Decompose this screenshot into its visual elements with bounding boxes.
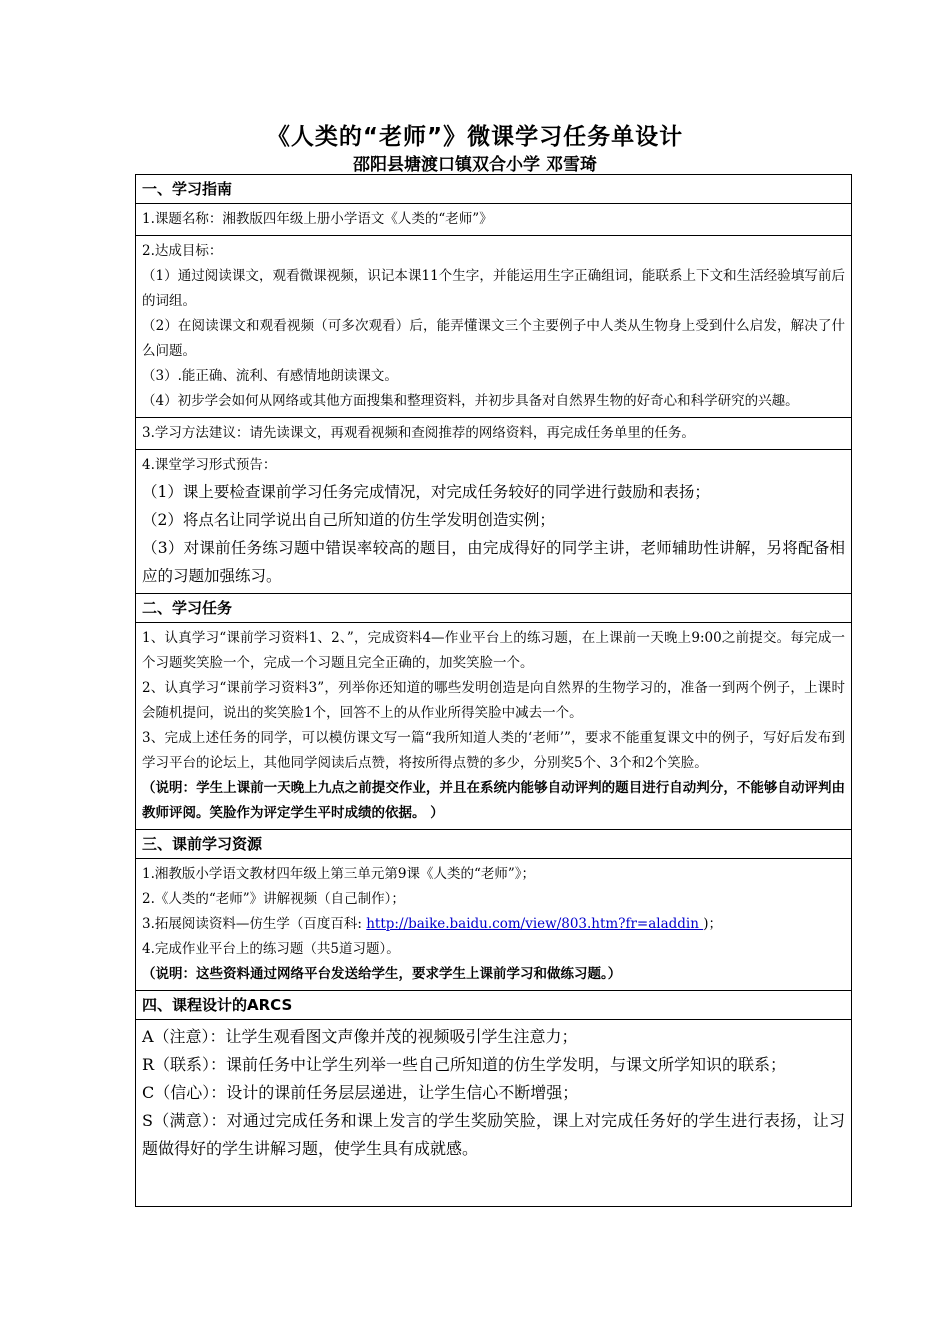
resource-item — [142, 912, 845, 937]
arcs-cell — [136, 1020, 852, 1207]
form-item: （1）课上要检查课前学习任务完成情况，对完成任务较好的同学进行鼓励和表扬； — [142, 483, 710, 501]
resources-note: （说明：这些资料通过网络平台发送给学生，要求学生上课前学习和做练习题。） — [142, 966, 622, 982]
arcs-item: A（注意）：让学生观看图文声像并茂的视频吸引学生注意力； — [142, 1027, 578, 1046]
task-item: 3、完成上述任务的同学，可以模仿课文写一篇“我所知道人类的‘老师’”，要求不能重复课文中的例子，写好后发布到学习平台的论坛上，其他同学阅读后点赞，将按所得点赞的多少，分别奖5个、3个和2个笑脸。 — [142, 730, 845, 771]
resource-item: 1.湘教版小学语文教材四年级上第三单元第9课《人类的“老师”》； — [142, 866, 536, 882]
goals-label: 2.达成目标： — [142, 243, 223, 259]
goal-item: （3）.能正确、流利、有感情地朗读课文。 — [142, 368, 398, 384]
resource-prefix: 3.拓展阅读资料—仿生学（百度百科: — [142, 916, 367, 932]
task-item: 1、认真学习“课前学习资料1、2、”，完成资料4—作业平台上的练习题，在上课前一天晚上9:00之前提交。每完成一个习题奖笑脸一个，完成一个习题且完全正确的，加奖笑脸一个。 — [142, 630, 845, 671]
arcs-item: S（满意）：对通过完成任务和课上发言的学生奖励笑脸，课上对完成任务好的学生进行表扬，让习题做得好的学生讲解习题，使学生具有成就感。 — [142, 1111, 845, 1158]
resource-suffix: )； — [703, 916, 723, 932]
task-sheet-table — [135, 174, 852, 1207]
section4-heading: 四、课程设计的ARCS — [136, 991, 852, 1020]
form-item: （2）将点名让同学说出自己所知道的仿生学发明创造实例； — [142, 511, 555, 529]
form-item: （3）对课前任务练习题中错误率较高的题目，由完成得好的同学主讲，老师辅助性讲解，另将配备相应的习题加强练习。 — [142, 539, 845, 585]
forms-cell — [136, 450, 852, 594]
section2-heading: 二、学习任务 — [136, 594, 852, 623]
resource-item: 2.《人类的“老师”》讲解视频（自己制作）； — [142, 891, 405, 907]
tasks-note: （说明：学生上课前一天晚上九点之前提交作业，并且在系统内能够自动评判的题目进行自动判分，不能够自动评判由教师评阅。笑脸作为评定学生平时成绩的依据。 ） — [142, 780, 845, 821]
arcs-item: C（信心）：设计的课前任务层层递进，让学生信心不断增强； — [142, 1083, 579, 1102]
section3-heading: 三、课前学习资源 — [136, 830, 852, 859]
goal-item: （4）初步学会如何从网络或其他方面搜集和整理资料，并初步具备对自然界生物的好奇心和科学研究的兴趣。 — [142, 393, 799, 409]
goal-item: （2）在阅读课文和观看视频（可多次观看）后，能弄懂课文三个主要例子中人类从生物身上受到什么启发，解决了什么问题。 — [142, 318, 845, 359]
method-row: 3.学习方法建议：请先读课文，再观看视频和查阅推荐的网络资料，再完成任务单里的任务。 — [136, 418, 852, 450]
topic-row: 1.课题名称：湘教版四年级上册小学语文《人类的“老师”》 — [136, 204, 852, 236]
task-item: 2、认真学习“课前学习资料3”，列举你还知道的哪些发明创造是向自然界的生物学习的，准备一到两个例子，上课时会随机提问，说出的奖笑脸1个，回答不上的从作业所得笑脸中减去一个。 — [142, 680, 845, 721]
section1-heading: 一、学习指南 — [136, 175, 852, 204]
forms-label: 4.课堂学习形式预告： — [142, 457, 277, 473]
goals-cell — [136, 236, 852, 418]
document-title: 《人类的“老师”》微课学习任务单设计 — [266, 124, 684, 150]
baike-link[interactable]: http://baike.baidu.com/view/803.htm?fr=aladdin — [366, 916, 704, 932]
arcs-item: R（联系）：课前任务中让学生列举一些自己所知道的仿生学发明，与课文所学知识的联系； — [142, 1055, 787, 1074]
document-subtitle: 邵阳县塘渡口镇双合小学 邓雪琦 — [353, 155, 597, 175]
resources-cell — [136, 859, 852, 991]
resource-item: 4.完成作业平台上的练习题（共5道习题）。 — [142, 941, 400, 957]
goal-item: （1）通过阅读课文，观看微课视频，识记本课11个生字，并能运用生字正确组词，能联系上下文和生活经验填写前后的词组。 — [142, 268, 845, 309]
tasks-cell — [136, 623, 852, 830]
